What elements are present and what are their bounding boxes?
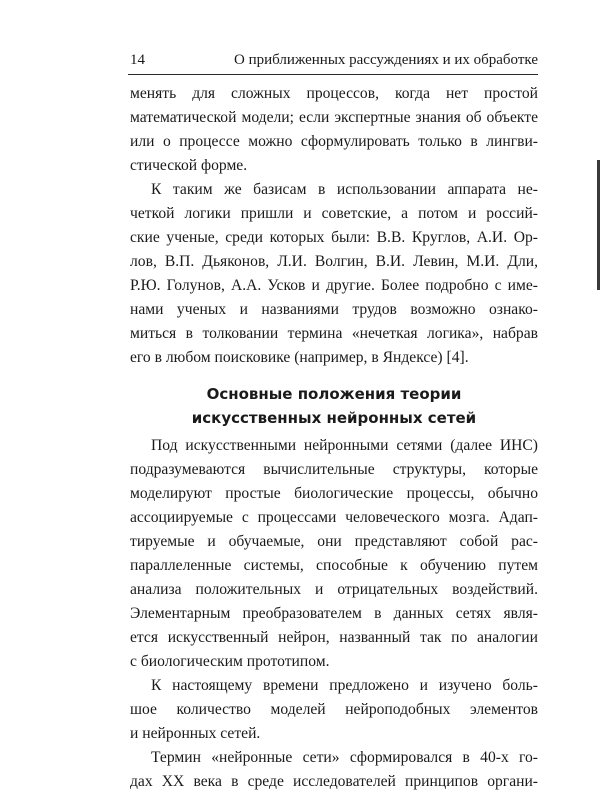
text-line: Р.Ю. Голунов, А.А. Усков и другие. Более подробно с име- xyxy=(130,277,538,294)
running-title: О приближенных рассуждениях и их обработке xyxy=(234,52,538,68)
text-line: Под искусственными нейронными сетями (далее ИНС) xyxy=(151,437,538,454)
text-line: его в любом поисковике (например, в Яндексе) [4]. xyxy=(130,349,469,366)
text-line: и нейронных сетей. xyxy=(130,725,261,742)
section-heading-line-1: Основные положения теории xyxy=(206,385,462,403)
text-line: с биологическим прототипом. xyxy=(130,653,330,670)
paragraph xyxy=(130,178,538,370)
paragraph xyxy=(130,674,538,746)
body-text xyxy=(130,82,538,794)
text-line: математической модели; если экспертные знания об объекте xyxy=(130,109,538,126)
text-line: нами ученых и названиями трудов возможно ознако- xyxy=(130,301,538,318)
text-line: четкой логики пришли и советские, а потом и россий- xyxy=(130,205,538,222)
text-line: К таким же базисам в использовании аппарата не- xyxy=(151,181,538,198)
text-line: Термин «нейронные сети» сформировался в 40-х го- xyxy=(151,749,538,766)
page-number: 14 xyxy=(130,52,145,68)
text-line: анализа положительных и отрицательных воздействий. xyxy=(130,581,538,598)
paragraph xyxy=(130,434,538,674)
text-line: лов, В.П. Дьяконов, Л.И. Волгин, В.И. Левин, М.И. Дли, xyxy=(130,253,538,270)
text-line: или о процессе можно сформулировать только в лингви- xyxy=(130,133,538,150)
text-line: подразумеваются вычислительные структуры, которые xyxy=(130,461,538,478)
text-line: моделируют простые биологические процессы, обычно xyxy=(130,485,538,502)
text-line: ется искусственный нейрон, названный так по аналогии xyxy=(130,629,538,646)
text-line: К настоящему времени предложено и изучено боль- xyxy=(151,677,538,694)
text-line: ские ученые, среди которых были: В.В. Круглов, А.И. Ор- xyxy=(130,229,538,246)
text-line: шое количество моделей нейроподобных элементов xyxy=(130,701,538,718)
paragraph xyxy=(130,82,538,178)
text-line: миться в толковании термина «нечеткая логика», набрав xyxy=(130,325,538,342)
text-line: ассоциируемые с процессами человеческого мозга. Адап- xyxy=(130,509,538,526)
text-line: менять для сложных процессов, когда нет простой xyxy=(130,85,538,102)
text-block-before-heading xyxy=(130,82,538,370)
section-heading xyxy=(130,382,538,430)
text-line: стической форме. xyxy=(130,157,248,174)
header-rule xyxy=(128,74,538,75)
text-line: дах XX века в среде исследователей принципов органи- xyxy=(130,773,538,790)
paragraph xyxy=(130,746,538,794)
section-heading-line-2: искусственных нейронных сетей xyxy=(191,409,477,427)
text-line: тируемые и обучаемые, они представляют собой рас- xyxy=(130,533,538,550)
text-line: Элементарным преобразователем в данных сетях явля- xyxy=(130,605,538,622)
text-block-after-heading xyxy=(130,434,538,794)
text-line: параллеленные системы, способные к обучению путем xyxy=(130,557,538,574)
